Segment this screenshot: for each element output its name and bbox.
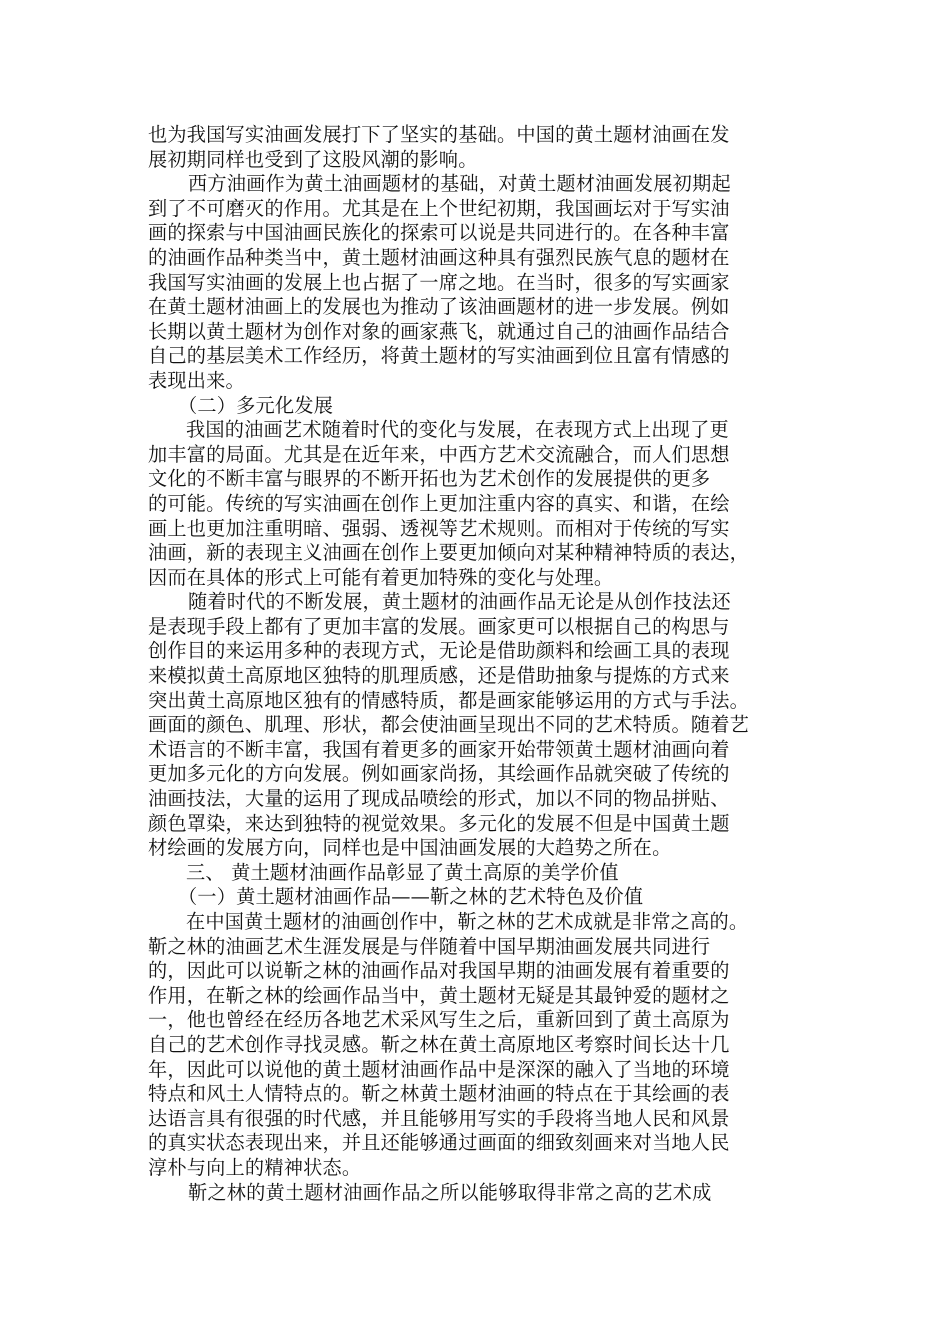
text-line: 靳之林的油画艺术生涯发展是与伴随着中国早期油画发展共同进行 bbox=[148, 934, 711, 958]
text-line: 颜色罩染，来达到独特的视觉效果。多元化的发展不但是中国黄土题 bbox=[148, 811, 730, 835]
text-line: 淳朴与向上的精神状态。 bbox=[148, 1155, 362, 1179]
text-line: 靳之林的黄土题材油画作品之所以能够取得非常之高的艺术成 bbox=[188, 1180, 712, 1204]
text-line: 油画，新的表现主义油画在创作上要更加倾向对某种精神特质的表达， bbox=[148, 541, 750, 565]
text-line: 一，他也曾经在经历各地艺术采风写生之后，重新回到了黄土高原为 bbox=[148, 1008, 730, 1032]
text-line: 文化的不断丰富与眼界的不断开拓也为艺术创作的发展提供的更多 bbox=[148, 467, 711, 491]
text-line: 画上也更加注重明暗、强弱、透视等艺术规则。而相对于传统的写实 bbox=[148, 516, 730, 540]
text-line: 自己的艺术创作寻找灵感。靳之林在黄土高原地区考察时间长达十几 bbox=[148, 1032, 730, 1056]
text-line: 的可能。传统的写实油画在创作上更加注重内容的真实、和谐，在绘 bbox=[148, 491, 730, 515]
text-line: 的，因此可以说靳之林的油画作品对我国早期的油画发展有着重要的 bbox=[148, 959, 730, 983]
text-line: 是表现手段上都有了更加丰富的发展。画家更可以根据自己的构思与 bbox=[148, 614, 730, 638]
text-line: 在中国黄土题材的油画创作中，靳之林的艺术成就是非常之高的。 bbox=[186, 910, 749, 933]
body-text bbox=[148, 123, 838, 1205]
text-line: 表现出来。 bbox=[148, 368, 245, 392]
text-line: 加丰富的局面。尤其是在近年来，中西方艺术交流融合，而人们思想 bbox=[148, 442, 730, 466]
text-line: 作用，在靳之林的绘画作品当中，黄土题材无疑是其最钟爱的题材之 bbox=[148, 983, 730, 1007]
text-line: 因而在具体的形式上可能有着更加特殊的变化与处理。 bbox=[148, 565, 614, 589]
section-heading: （二）多元化发展 bbox=[178, 393, 334, 417]
text-line: 三、 黄土题材油画作品彰显了黄土高原的美学价值 bbox=[186, 860, 619, 884]
text-line: 画的探索与中国油画民族化的探索可以说是共同进行的。在各种丰富 bbox=[148, 221, 730, 245]
text-line: 随着时代的不断发展，黄土题材的油画作品无论是从创作技法还 bbox=[188, 590, 731, 614]
text-line: 特点和风土人情特点的。靳之林黄土题材油画的特点在于其绘画的表 bbox=[148, 1082, 730, 1106]
text-line: 术语言的不断丰富，我国有着更多的画家开始带领黄土题材油画向着 bbox=[148, 737, 730, 761]
text-line: 材绘画的发展方向，同样也是中国油画发展的大趋势之所在。 bbox=[148, 836, 672, 860]
section-heading: （一）黄土题材油画作品——靳之林的艺术特色及价值 bbox=[178, 885, 644, 909]
text-line: 到了不可磨灭的作用。尤其是在上个世纪初期，我国画坛对于写实油 bbox=[148, 196, 730, 220]
text-line: 也为我国写实油画发展打下了坚实的基础。中国的黄土题材油画在发 bbox=[148, 123, 730, 146]
text-line: 的油画作品种类当中，黄土题材油画这种具有强烈民族气息的题材在 bbox=[148, 245, 730, 269]
text-line: 自己的基层美术工作经历，将黄土题材的写实油画到位且富有情感的 bbox=[148, 344, 730, 368]
text-line: 在黄土题材油画上的发展也为推动了该油画题材的进一步发展。例如 bbox=[148, 295, 730, 319]
text-line: 年，因此可以说他的黄土题材油画作品中是深深的融入了当地的环境 bbox=[148, 1057, 730, 1081]
text-line: 展初期同样也受到了这股风潮的影响。 bbox=[148, 147, 478, 171]
text-line: 西方油画作为黄土油画题材的基础，对黄土题材油画发展初期起 bbox=[188, 172, 731, 196]
text-line: 油画技法，大量的运用了现成品喷绘的形式，加以不同的物品拼贴、 bbox=[148, 787, 730, 811]
text-line: 突出黄土高原地区独有的情感特质，都是画家能够运用的方式与手法。 bbox=[148, 688, 750, 712]
text-line: 画面的颜色、肌理、形状，都会使油画呈现出不同的艺术特质。随着艺 bbox=[148, 713, 750, 737]
text-line: 我国写实油画的发展上也占据了一席之地。在当时，很多的写实画家 bbox=[148, 270, 730, 294]
text-line: 我国的油画艺术随着时代的变化与发展，在表现方式上出现了更 bbox=[186, 418, 729, 442]
text-line: 达语言具有很强的时代感，并且能够用写实的手段将当地人民和风景 bbox=[148, 1106, 730, 1130]
text-line: 更加多元化的方向发展。例如画家尚扬，其绘画作品就突破了传统的 bbox=[148, 762, 730, 786]
text-line: 创作目的来运用多种的表现方式，无论是借助颜料和绘画工具的表现 bbox=[148, 639, 730, 663]
text-line: 长期以黄土题材为创作对象的画家燕飞，就通过自己的油画作品结合 bbox=[148, 319, 730, 343]
text-line: 来模拟黄土高原地区独特的肌理质感，还是借助抽象与提炼的方式来 bbox=[148, 664, 730, 688]
text-line: 的真实状态表现出来，并且还能够通过画面的细致刻画来对当地人民 bbox=[148, 1131, 730, 1155]
